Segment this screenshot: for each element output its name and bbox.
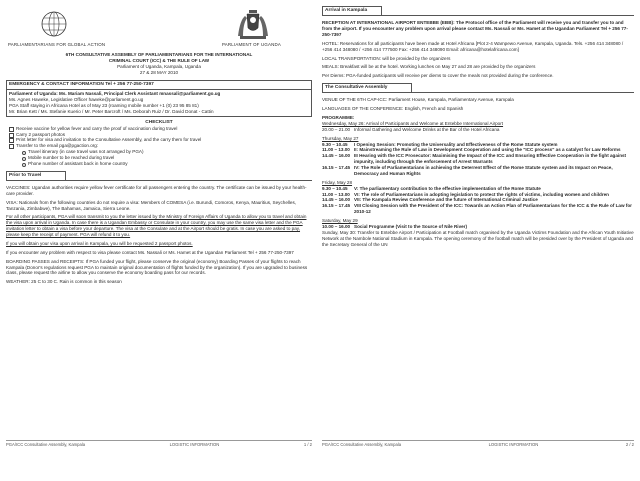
paragraph: If you will obtain your visa upon arrival in Kampala, you will be requested 2 passport photos. [6, 240, 193, 246]
emergency-heading: EMERGENCY & CONTACT INFORMATION Tel + 256 77-250-7397 [7, 81, 311, 90]
programme-time: 9.30 – 10.45 [322, 141, 348, 147]
prior-travel-section [6, 180, 312, 285]
paragraph: LOCAL TRANSPORTATION: will be provided by the organizers [322, 55, 451, 61]
checklist-subitem: Phone number of assistant back in home country [6, 161, 312, 167]
page-2-footer [322, 440, 634, 448]
programme-text: I Opening Session: Promoting the Universality and Effectiveness of the Rome Statute system [354, 141, 558, 147]
checklist-title: CHECKLIST [145, 119, 173, 125]
programme-text: VII: The Kampala Review Conference and the future of International Criminal Justice [354, 197, 538, 203]
checklist-subitem: Travel itinerary (in case travel was not arranged by PGA) [6, 149, 312, 155]
paragraph: Per Diems: PGA-funded participants will receive per diems to cover the meals not provided during the conference. [322, 73, 554, 79]
page-1-footer [6, 440, 312, 448]
checklist-item: Print letter for visa and invitation to the Consultative Assembly, and the carry them for travel [6, 137, 312, 143]
venue: VENUE OF THE 6TH CAP-ICC: Parliament House, Kampala, Parliamentary Avenue, Kampala [322, 97, 514, 103]
programme-text: VI: The role of Parliamentarians in adopting legislation to protect the rights of victims, including women and children [354, 191, 609, 197]
programme-day: Saturday, May 29 [322, 218, 358, 223]
paragraph: VACCINES: Ugandan authorities require yellow fever certificate for all passengers entering the country. The certificate can be issued by your health-care provider. [6, 184, 307, 196]
page-1 [6, 2, 312, 452]
title-line: CRIMINAL COURT (ICC) & THE RULE OF LAW [108, 57, 210, 63]
programme-time: 14.45 – 16.00 [322, 153, 351, 159]
languages: LANGUAGES OF THE CONFERENCE: English, French and Spanish [322, 106, 464, 112]
programme-time: 11.00 – 13.00 [322, 191, 350, 197]
contact-line: Ms. Agnes Haweke, Legislative Officer haweke@parliament.go.ug [9, 96, 144, 102]
footer-left: PGA/ICC Consultative Assembly, Kampala [6, 442, 86, 447]
programme-time: 11.00 – 13.00 [322, 147, 350, 153]
checklist [6, 126, 312, 167]
programme-item [322, 203, 634, 215]
footer-mid: LOGISTIC INFORMATION [488, 442, 539, 447]
page-2 [322, 2, 634, 452]
programme-day: Friday, May 28 [322, 179, 353, 185]
footer-mid: LOGISTIC INFORMATION [169, 442, 220, 447]
pga-globe-logo [40, 10, 68, 38]
arrival-heading: Arrival in Kampala [322, 6, 382, 15]
programme-text: Informal Gathering and Welcome Drinks at the Bar of the Hotel Africana [354, 126, 500, 132]
programme-label: PROGRAMME: [322, 115, 355, 120]
prior-travel-heading: Prior to Travel [6, 171, 66, 180]
title-line: Parliament of Uganda, Kampala, Uganda [117, 63, 201, 69]
programme-time: 20.00 – 21.00 [322, 126, 351, 132]
programme-text: VIII Closing Session with the President of the ICC: Towards an Action Plan of Parliamentarians for the ICC & the Rule of Law for 2010-12 [354, 203, 632, 215]
programme-time: 9.30 – 10.45 [322, 185, 348, 191]
programme-time: 16.15 – 17.45 [322, 203, 351, 209]
assembly-heading: The Consultative Assembly [322, 83, 412, 92]
pga-org-name: PARLIAMENTARIANS FOR GLOBAL ACTION [8, 42, 106, 47]
emergency-box [6, 80, 312, 117]
contact-line: Mr. Brian Kett / Ms. Stefanie Kuerio / Mr. Peter Barcroft / Ms. Deborah Ruiz / Dr. David Donat - Cattin [9, 108, 214, 114]
paragraph: If you encounter any problem with respect to visa please contact Ms. Nassali or Ms. Hamet at the Ugandan Parliament Tel + 256 77-250-7397 [6, 249, 294, 255]
programme-time: 10.00 – 16.00 [322, 223, 351, 229]
uganda-coat-of-arms-logo [232, 6, 274, 42]
footer-page-number: 1 / 2 [303, 442, 312, 447]
checklist-subitem: Mobile number to be reached during travel [6, 155, 312, 161]
title-line: 27 & 28 MAY 2010 [139, 69, 179, 75]
paragraph: RECEPTION AT INTERNATIONAL AIRPORT ENTEBBE (EBB): The Protocol office of the Parliament will receive you and transfer you to and from the airport. If you encounter any problem upon arrival please contact Ms. Nassali or Ms. Hamet at the Ugandan Parliament Tel + 256 77-250-7397 [322, 20, 628, 37]
programme-text: II: Mainstreaming the Rule of Law in Development Cooperation and using the "ICC process" as a catalyst for Law Reforms [354, 147, 621, 153]
programme-time: 16.15 – 17.45 [322, 165, 351, 170]
programme-item [322, 165, 634, 177]
paragraph: For all other participants, PGA will soon transmit to you the letter issued by the Ministry of Foreign Affairs of Uganda to allow you to travel and obtain the visa upon arrival in Uganda. In case there is a Ugandan Embassy or Consulate in your country, you may use the same visa letter and the PGA invitation letter to obtain a visa before your departure. The visa at the Consulate and at the Airport should be gratis. In case you are asked to pay, please keep the receipt of payment. PGA will refund it to you. [6, 214, 307, 237]
programme-text: IV: The Role of Parliamentarians in achieving the Deterrent Effect of the Rome Statute system and its Impact on Peace, Democracy and Human Rights [354, 165, 613, 176]
contact-line: PGA Staff staying in Africana Hotel as of May 23 (roaming mobile number +1 (0) 23 95 85 81) [9, 102, 199, 108]
paragraph: VISA: Nationals from the following countries do not require a visa: Members of COMESA (i.e. Burundi, Comoros, Kenya, Mauritius, Seychelles, Tanzania, Zimbabwe), The Bahamas, Jamaica, Sierra Leone. [6, 199, 297, 211]
assembly-section [322, 92, 634, 247]
paragraph: MEALS: Breakfast will be at the hotel. Working lunches on May 27 and 28 are provided by the organizers [322, 64, 536, 70]
programme-text: V: The parliamentary contribution to the effective implementation of the Rome Statute [354, 185, 541, 191]
programme-item [322, 153, 634, 165]
programme-day: Thursday, May 27 [322, 135, 359, 141]
footer-left: PGA/ICC Consultative Assembly, Kampala [322, 442, 402, 447]
title-line: 6TH CONSULTATIVE ASSEMBLY OF PARLIAMENTARIANS FOR THE INTERNATIONAL [65, 52, 253, 57]
programme-item [322, 127, 634, 133]
checklist-item: Transfer to the email pga@pgaction.org: [6, 143, 312, 149]
uganda-org-name: PARLIAMENT OF UGANDA [222, 42, 281, 47]
programme-sunday: Sunday, May 30: Transfer to Entebbe Airport / Participation at Football match organised by the Uganda Victims Foundation and the African Youth Initiative Network at the Nambole National Stadium in Kampala. The opening ceremony of the football match will be presided over by the President of Uganda and the Secretary General of the UN [322, 229, 634, 247]
paragraph: BOARDING PASSES and RECEIPTS: If PGA funded your flight, please conserve the original (economy) Boarding Passes of your flights to reach Kampala (Donor's regulations request PGA to maintain original documentation of flights funded by the organization). If you are upgraded to business class, please request the airline to allow you conserve the economy boarding pass for our records. [6, 258, 308, 276]
document-title [6, 52, 312, 76]
paragraph: HOTEL: Reservations for all participants have been made at Hotel Africana [Plot 2-4 Wampewo Avenue, Kampala, Uganda. Tels. +256 414 348080 / +256 414 348080 / +256 414 777500 Fax: +256 414 348090 Email: africana@hotelafricana.com] [322, 40, 624, 52]
programme-text: Social Programme (Visit to the Source of Nile River) [354, 223, 468, 229]
programme-item [322, 224, 634, 230]
footer-page-number: 2 / 2 [625, 442, 634, 447]
paragraph: WEATHER: 25 C to 30 C. Rain is common in this season [6, 279, 122, 285]
arrival-section [322, 15, 634, 79]
programme-time: 14.45 – 16.00 [322, 197, 351, 203]
programme-text: III Hearing with the ICC Prosecutor: Maximising the Impact of the ICC and Ensuring Effective Cooperation in the fight against impunity, including through the enforcement of Arrest Warrants [354, 153, 627, 165]
contact-line: Parliament of Uganda: Ms. Mariam Nassali, Principal Clerk Assistant mnassali@parliament.go.ug [9, 91, 221, 96]
checklist-item: Carry 2 passport photos [6, 132, 312, 138]
programme-day: Wednesday, May 26: Arrival of Participants and Welcome at Entebbe International Airport [322, 120, 504, 126]
checklist-item: Receive vaccine for yellow fever and carry the proof of vaccination during travel [6, 126, 312, 132]
header-logos [6, 2, 312, 50]
